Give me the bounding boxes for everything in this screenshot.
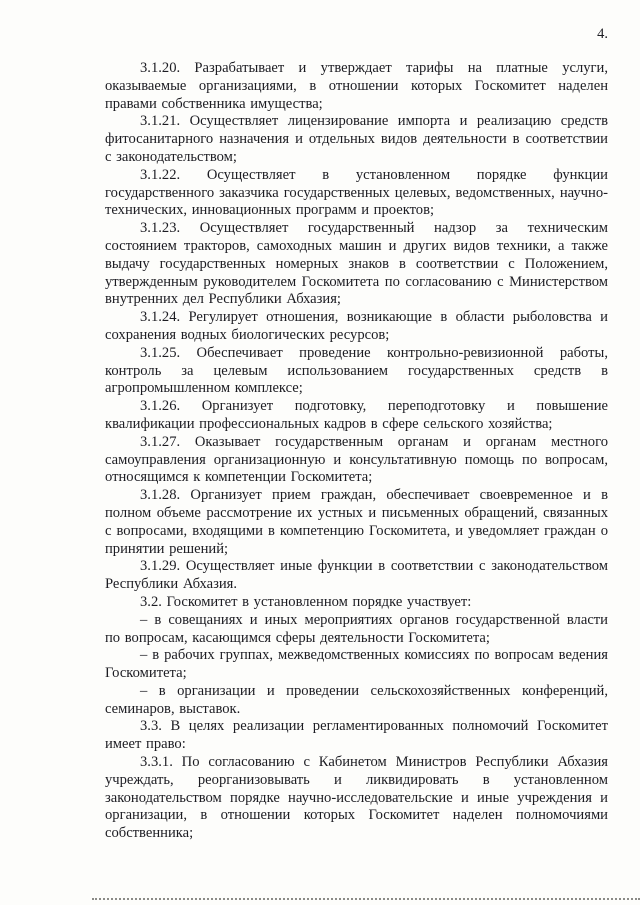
- paragraph: 3.3. В целях реализации регламентированных полномочий Госкомитет имеет право:: [105, 718, 608, 753]
- paragraph: 3.1.23. Осуществляет государственный надзор за техническим состоянием тракторов, самоходных машин и других видов техники, а также выдачу государственных номерных знаков в соответствии с Положением, утвержденным руководителем Госкомитета по согласованию с Министерством внутренних дел Республики Абхазия;: [105, 220, 608, 308]
- paragraph: 3.1.22. Осуществляет в установленном порядке функции государственного заказчика государственных целевых, ведомственных, научно-технических, инновационных программ и проектов;: [105, 166, 608, 219]
- paragraph: 3.1.25. Обеспечивает проведение контрольно-ревизионной работы, контроль за целевым использованием государственных средств в агропромышленном комплексе;: [105, 344, 608, 397]
- paragraph: 3.1.21. Осуществляет лицензирование импорта и реализацию средств фитосанитарного назначения и отдельных видов деятельности в соответствии с законодательством;: [105, 113, 608, 165]
- paragraph: 3.1.26. Организует подготовку, переподготовку и повышение квалификации профессиональных кадров в сфере сельского хозяйства;: [105, 398, 608, 432]
- page-number: 4.: [597, 26, 608, 42]
- document-body: [105, 60, 608, 843]
- paragraph: 3.1.28. Организует прием граждан, обеспечивает своевременное и в полном объеме рассмотрение их устных и письменных обращений, связанных с вопросами, входящими в компетенцию Госкомитета, и уведомляет граждан о принятии решений;: [105, 487, 608, 557]
- paragraph: – в совещаниях и иных мероприятиях органов государственной власти по вопросам, касающимся сферы деятельности Госкомитета;: [105, 611, 608, 646]
- paragraph: – в рабочих группах, межведомственных комиссиях по вопросам ведения Госкомитета;: [105, 647, 608, 682]
- paragraph: 3.1.29. Осуществляет иные функции в соответствии с законодательством Республики Абхазия.: [105, 558, 608, 593]
- scan-edge-artifact: [92, 898, 640, 900]
- paragraph: 3.3.1. По согласованию с Кабинетом Министров Республики Абхазия учреждать, реорганизовывать и ликвидировать в установленном законодательством порядке научно-исследовательские и иные учреждения и организации, в отношении которых Госкомитет наделен полномочиями собственника;: [105, 754, 608, 842]
- paragraph: 3.2. Госкомитет в установленном порядке участвует:: [140, 593, 472, 610]
- paragraph: 3.1.27. Оказывает государственным органам и органам местного самоуправления организационную и консультативную помощь по вопросам, относящимся к компетенции Госкомитета;: [105, 433, 608, 486]
- paragraph: – в организации и проведении сельскохозяйственных конференций, семинаров, выставок.: [105, 682, 608, 717]
- paragraph: 3.1.20. Разрабатывает и утверждает тарифы на платные услуги, оказываемые организациями, в отношении которых Госкомитет наделен правами собственника имущества;: [105, 60, 608, 112]
- paragraph: 3.1.24. Регулирует отношения, возникающие в области рыболовства и сохранения водных биологических ресурсов;: [105, 309, 608, 343]
